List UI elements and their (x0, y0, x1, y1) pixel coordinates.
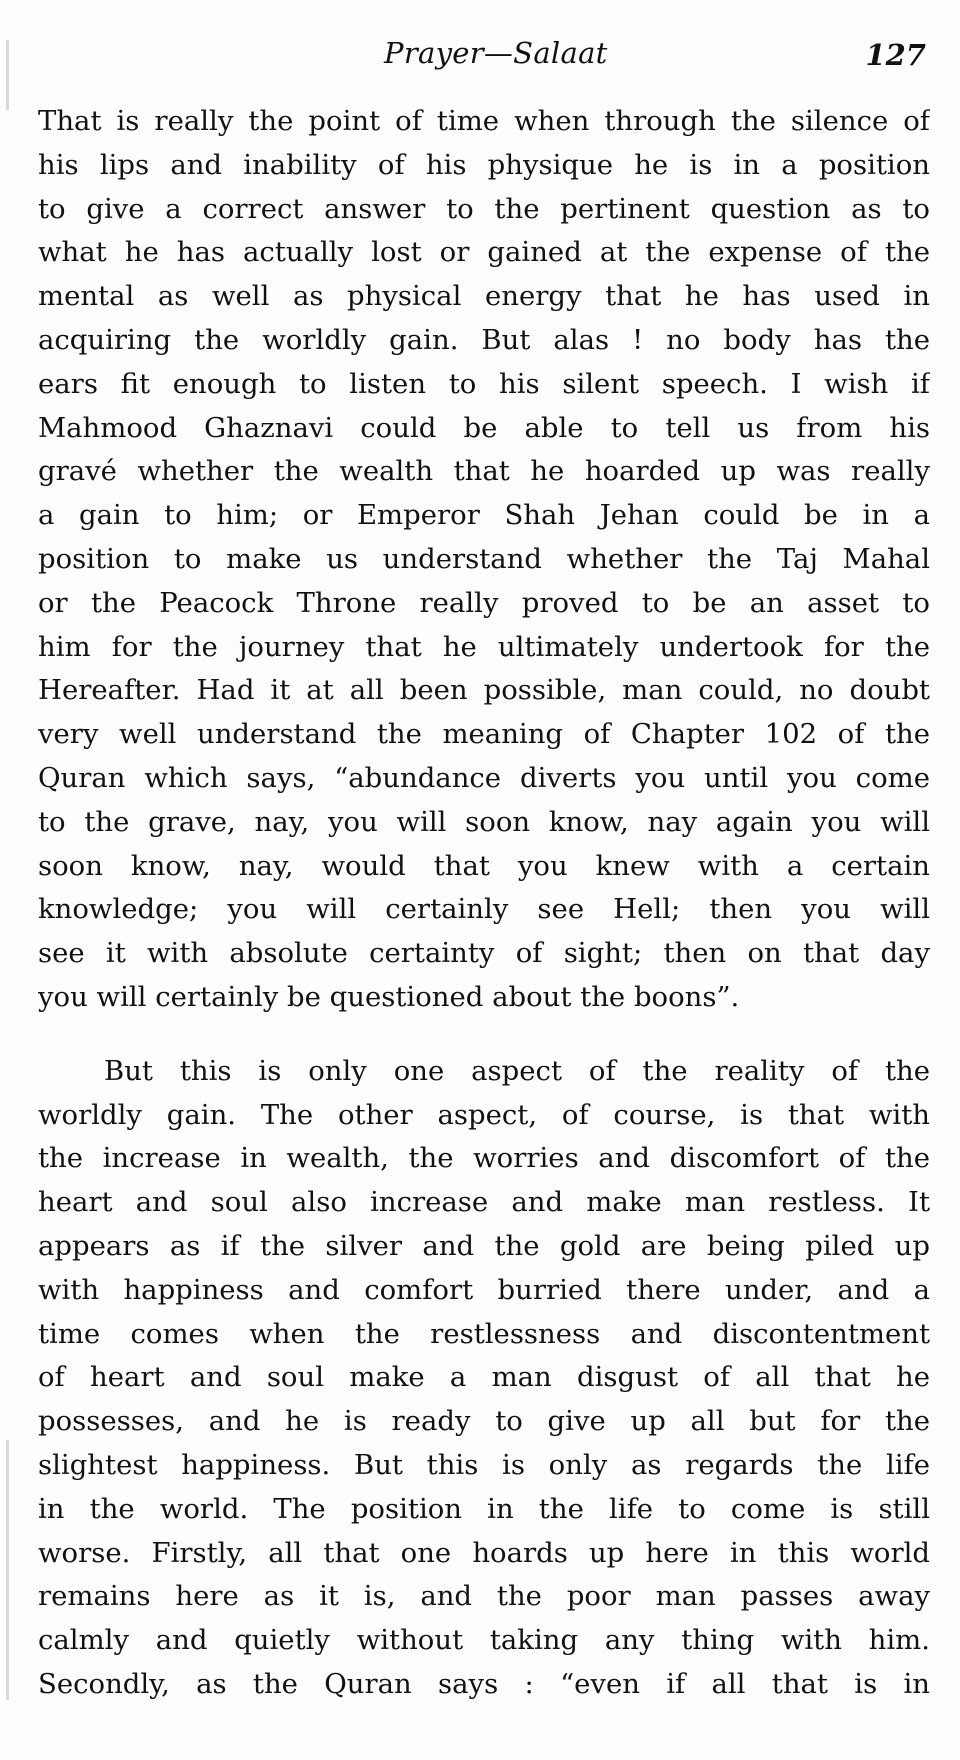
text-line: heart and soul also increase and make man restless. It (38, 1186, 930, 1219)
text-line: his lips and inability of his physique he is in a position (38, 148, 930, 181)
text-line: to give a correct answer to the pertinent question as to (38, 192, 930, 225)
text-line: of heart and soul make a man disgust of all that he (38, 1361, 930, 1394)
text-line: calmly and quietly without taking any thing with him. (38, 1624, 930, 1657)
page-body (38, 100, 930, 1707)
text-line: you will certainly be questioned about the boons”. (38, 980, 740, 1013)
text-line: very well understand the meaning of Chapter 102 of the (38, 718, 930, 751)
text-line: appears as if the silver and the gold are being piled up (38, 1229, 930, 1262)
text-line: to the grave, nay, you will soon know, nay again you will (38, 805, 930, 838)
text-line: slightest happiness. But this is only as regards the life (38, 1448, 930, 1481)
text-line: in the world. The position in the life to come is still (38, 1492, 930, 1525)
scan-edge-mark (6, 1440, 9, 1700)
page-header (0, 36, 960, 76)
text-line: him for the journey that he ultimately undertook for the (38, 630, 930, 663)
paragraph (38, 100, 930, 1020)
text-line: or the Peacock Throne really proved to be an asset to (38, 586, 930, 619)
running-title: Prayer—Salaat (384, 36, 608, 70)
text-line: Secondly, as the Quran says : “even if all that is in (38, 1667, 930, 1700)
text-line: with happiness and comfort burried there under, and a (38, 1273, 930, 1306)
text-line: gravé whether the wealth that he hoarded up was really (38, 455, 930, 488)
text-line: knowledge; you will certainly see Hell; then you will (38, 893, 930, 926)
text-line: position to make us understand whether the Taj Mahal (38, 542, 930, 575)
paragraph (38, 1050, 930, 1707)
text-line: see it with absolute certainty of sight; then on that day (38, 937, 930, 970)
text-line: That is really the point of time when through the silence of (38, 105, 930, 137)
text-line: Quran which says, “abundance diverts you until you come (38, 761, 930, 794)
text-line: soon know, nay, would that you knew with a certain (38, 849, 930, 882)
text-line: a gain to him; or Emperor Shah Jehan could be in a (38, 499, 930, 532)
text-line: worse. Firstly, all that one hoards up here in this world (38, 1536, 930, 1569)
text-line: remains here as it is, and the poor man passes away (38, 1580, 930, 1613)
text-line: time comes when the restlessness and discontentment (38, 1317, 930, 1350)
text-line: ears fit enough to listen to his silent speech. I wish if (38, 367, 930, 400)
paragraph-gap (38, 1020, 930, 1050)
text-line: Hereafter. Had it at all been possible, man could, no doubt (38, 674, 930, 707)
text-line: Mahmood Ghaznavi could be able to tell us from his (38, 411, 930, 444)
text-line: But this is only one aspect of the reality of the (104, 1054, 930, 1087)
text-line: acquiring the worldly gain. But alas ! no body has the (38, 323, 930, 356)
text-line: the increase in wealth, the worries and discomfort of the (38, 1142, 930, 1175)
text-line: what he has actually lost or gained at the expense of the (38, 236, 930, 269)
text-line: mental as well as physical energy that he has used in (38, 280, 930, 313)
text-line: worldly gain. The other aspect, of course, is that with (38, 1098, 930, 1131)
page-number: 127 (865, 38, 926, 72)
text-line: possesses, and he is ready to give up all but for the (38, 1405, 930, 1438)
